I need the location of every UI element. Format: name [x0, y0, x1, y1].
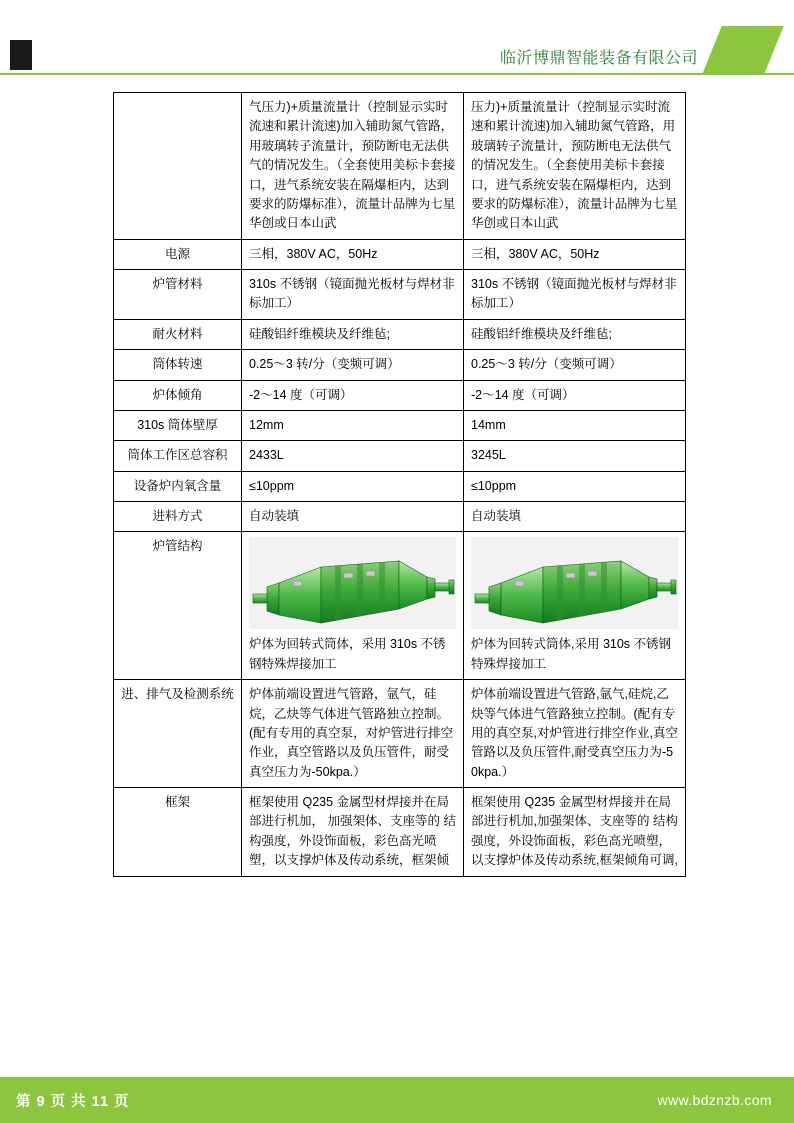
table-row [114, 350, 686, 380]
website-link[interactable]: www.bdznzb.com [657, 1092, 772, 1108]
row-value-model-a: 三相，380V AC，50Hz [242, 239, 464, 269]
table-row [114, 319, 686, 349]
row-label-feeding-method: 进料方式 [114, 502, 242, 532]
black-register-mark [10, 40, 32, 70]
row-value-model-a: 0.25～3 转/分（变频可调） [242, 350, 464, 380]
row-value-model-b: -2～14 度（可调） [464, 380, 686, 410]
row-value-model-a: 气压力)+质量流量计（控制显示实时流速和累计流速)加入辅助氮气管路，用玻璃转子流量计，预防断电无法供气的情况发生。（全套使用美标卡套接口，进气系统安装在隔爆柜内，达到要求的防爆标准），流量计品牌为七星华创或日本山武 [242, 93, 464, 240]
row-value-model-a: 框架使用 Q235 金属型材焊接并在局部进行机加， 加强架体、支座等的 结构强度，外设饰面板，彩色高光喷塑，以支撑炉体及传动系统，框架倾 [242, 788, 464, 877]
rotary-furnace-tube-diagram [249, 537, 456, 629]
company-name: 临沂博鼎智能装备有限公司 [499, 50, 698, 67]
rotary-furnace-tube-diagram-b [471, 537, 678, 629]
row-value-model-b: 框架使用 Q235 金属型材焊接并在局部进行机加,加强架体、支座等的 结构强度，外设饰面板，彩色高光喷塑，以支撑炉体及传动系统,框架倾角可调, [464, 788, 686, 877]
row-value-model-a: 炉体前端设置进气管路，氩气，硅烷，乙炔等气体进气管路独立控制。(配有专用的真空泵，对炉管进行排空作业，真空管路以及负压管件，耐受真空压力为-50kpa.） [242, 680, 464, 788]
page-header [0, 0, 794, 78]
table-row [114, 380, 686, 410]
row-value-model-b: 自动装填 [464, 502, 686, 532]
row-value-model-a: -2～14 度（可调） [242, 380, 464, 410]
furnace-svg-b [471, 537, 678, 629]
row-value-model-b: 炉体前端设置进气管路,氩气,硅烷,乙炔等气体进气管路独立控制。(配有专用的真空泵,对炉管进行排空作业,真空管路以及负压管件,耐受真空压力为-50kpa.） [464, 680, 686, 788]
table-row [114, 788, 686, 877]
row-label-tilt-angle: 炉体倾角 [114, 380, 242, 410]
row-value-model-a [242, 532, 464, 680]
row-value-model-b: 硅酸铝纤维模块及纤维毡; [464, 319, 686, 349]
row-label-oxygen-content: 设备炉内氧含量 [114, 471, 242, 501]
row-value-model-a: 12mm [242, 410, 464, 440]
row-value-model-b [464, 532, 686, 680]
row-value-model-a: ≤10ppm [242, 471, 464, 501]
specification-table [113, 92, 686, 877]
table-row [114, 270, 686, 320]
spec-table-wrapper [113, 92, 685, 877]
page-footer [0, 1077, 794, 1123]
table-row [114, 239, 686, 269]
row-value-model-b: ≤10ppm [464, 471, 686, 501]
table-row [114, 441, 686, 471]
row-label-frame: 框架 [114, 788, 242, 877]
tube-structure-caption-a: 炉体为回转式筒体，采用 310s 不锈钢特殊焊接加工 [249, 637, 446, 671]
table-row [114, 471, 686, 501]
tube-structure-caption-b: 炉体为回转式筒体,采用 310s 不锈钢特殊焊接加工 [471, 637, 672, 671]
row-value-model-b: 14mm [464, 410, 686, 440]
row-value-model-a: 2433L [242, 441, 464, 471]
table-row [114, 93, 686, 240]
row-value-model-a: 310s 不锈钢（镜面抛光板材与焊材非标加工） [242, 270, 464, 320]
table-row [114, 502, 686, 532]
row-label-gas-system: 进、排气及检测系统 [114, 680, 242, 788]
row-label-tube-structure: 炉管结构 [114, 532, 242, 680]
row-value-model-b: 压力)+质量流量计（控制显示实时流速和累计流速)加入辅助氮气管路，用玻璃转子流量计，预防断电无法供气的情况发生。（全套使用美标卡套接口，进气系统安装在隔爆柜内，达到要求的防爆标准），流量计品牌为七星华创或日本山武 [464, 93, 686, 240]
row-label-wall-thickness: 310s 筒体壁厚 [114, 410, 242, 440]
table-row [114, 410, 686, 440]
row-value-model-b: 310s 不锈钢（镜面抛光板材与焊材非标加工） [464, 270, 686, 320]
row-label-power: 电源 [114, 239, 242, 269]
table-row-tube-structure [114, 532, 686, 680]
row-label [114, 93, 242, 240]
row-value-model-a: 硅酸铝纤维模块及纤维毡; [242, 319, 464, 349]
row-value-model-b: 3245L [464, 441, 686, 471]
page-number: 第 9 页 共 11 页 [16, 1093, 130, 1110]
row-value-model-a: 自动装填 [242, 502, 464, 532]
header-divider [0, 73, 794, 75]
brand-slash-decoration [702, 26, 783, 74]
row-label-refractory: 耐火材料 [114, 319, 242, 349]
row-value-model-b: 0.25～3 转/分（变频可调） [464, 350, 686, 380]
row-value-model-b: 三相，380V AC，50Hz [464, 239, 686, 269]
row-label-working-volume: 筒体工作区总容积 [114, 441, 242, 471]
row-label-rotation-speed: 筒体转速 [114, 350, 242, 380]
row-label-tube-material: 炉管材料 [114, 270, 242, 320]
furnace-svg [249, 537, 456, 629]
table-row [114, 680, 686, 788]
